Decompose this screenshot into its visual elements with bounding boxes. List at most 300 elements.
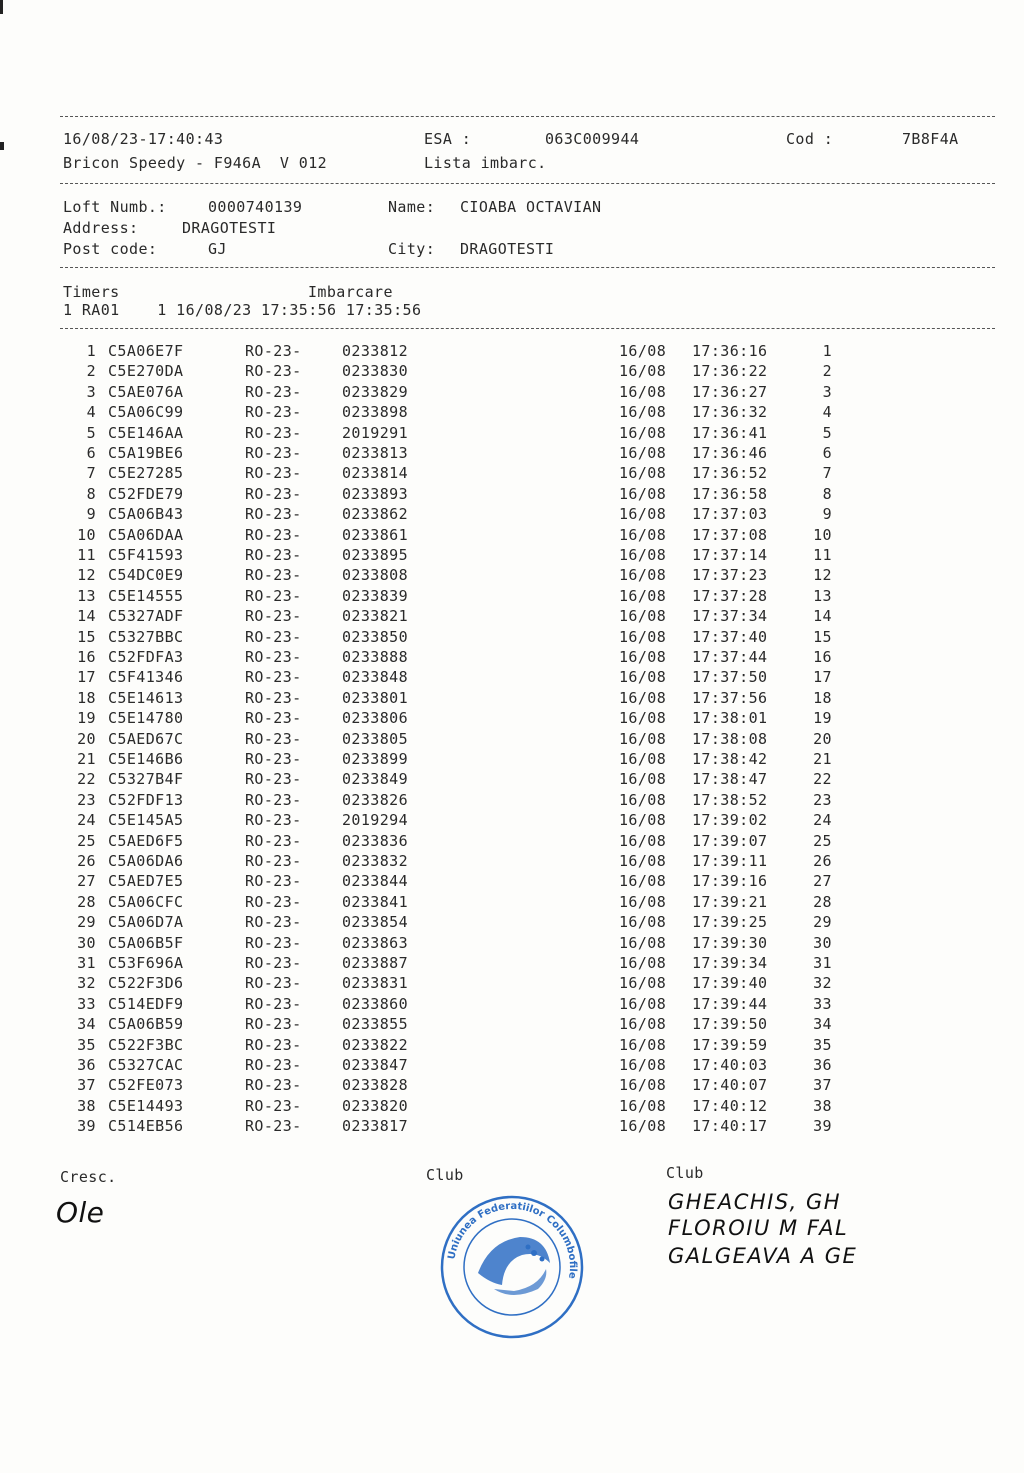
pigeon-row [0,403,1024,424]
ring-number: 0233831 [342,974,409,993]
arrival-order: 1 [822,342,832,360]
row-number: 20 [77,729,96,748]
arrival-time: 17:37:08 [692,525,768,544]
row-number: 12 [77,566,96,585]
chip-id: C5E146AA [108,423,184,442]
arrival-order: 7 [822,464,832,483]
pigeon-row [0,628,1024,649]
arrival-order: 19 [813,709,832,728]
ring-prefix: RO-23- [245,484,302,503]
chip-id: C5A19BE6 [108,444,184,462]
arrival-date: 16/08 [619,668,667,687]
arrival-date: 16/08 [619,709,667,728]
arrival-time: 17:38:42 [692,750,768,768]
list-title: Lista imbarc. [424,154,547,172]
row-number: 5 [86,423,96,442]
ring-number: 0233832 [342,852,409,870]
arrival-date: 16/08 [619,382,667,401]
pigeon-row [0,566,1024,587]
dashed-separator [60,183,995,184]
arrival-date: 16/08 [619,852,667,870]
arrival-time: 17:36:46 [692,444,768,462]
chip-id: C5E14493 [108,1096,184,1115]
ring-prefix: RO-23- [245,1117,302,1136]
pigeon-row [0,913,1024,934]
pigeon-row [0,893,1024,914]
arrival-order: 23 [813,790,832,809]
cod-value: 7B8F4A [902,130,959,148]
chip-id: C5E14613 [108,688,184,707]
arrival-time: 17:38:08 [692,729,768,748]
handwritten-line-2: FLOROIU M FAL [668,1216,849,1240]
row-number: 14 [77,607,96,626]
ring-prefix: RO-23- [245,852,302,870]
ring-number: 0233820 [342,1096,409,1115]
pigeon-row [0,444,1024,465]
chip-id: C52FE073 [108,1076,184,1095]
ring-prefix: RO-23- [245,729,302,748]
row-number: 6 [86,444,96,462]
pigeon-row [0,832,1024,853]
postcode-value: GJ [208,240,227,258]
chip-id: C5327CAC [108,1056,184,1074]
ring-prefix: RO-23- [245,382,302,401]
arrival-time: 17:39:50 [692,1015,768,1034]
ring-prefix: RO-23- [245,444,302,462]
arrival-date: 16/08 [619,831,667,850]
arrival-date: 16/08 [619,423,667,442]
ring-number: 0233855 [342,1015,409,1034]
pigeon-row [0,1076,1024,1097]
pigeon-row [0,1036,1024,1057]
arrival-time: 17:39:02 [692,811,768,830]
arrival-order: 14 [813,607,832,626]
arrival-order: 26 [813,852,832,870]
arrival-order: 4 [822,403,832,422]
arrival-time: 17:39:21 [692,892,768,911]
ring-prefix: RO-23- [245,974,302,993]
ring-number: 0233814 [342,464,409,483]
arrival-time: 17:37:34 [692,607,768,626]
pigeon-row [0,995,1024,1016]
chip-id: C5E146B6 [108,750,184,768]
arrival-time: 17:40:03 [692,1056,768,1074]
arrival-date: 16/08 [619,1096,667,1115]
arrival-time: 17:37:56 [692,688,768,707]
arrival-time: 17:40:17 [692,1117,768,1136]
ring-prefix: RO-23- [245,423,302,442]
ring-prefix: RO-23- [245,872,302,891]
arrival-order: 8 [822,484,832,503]
row-number: 19 [77,709,96,728]
ring-prefix: RO-23- [245,505,302,524]
arrival-date: 16/08 [619,627,667,646]
city-label: City: [388,240,436,258]
ring-prefix: RO-23- [245,586,302,605]
chip-id: C514EB56 [108,1117,184,1136]
pigeon-row [0,709,1024,730]
row-number: 11 [77,546,96,564]
name-value: CIOABA OCTAVIAN [460,198,602,216]
ring-prefix: RO-23- [245,790,302,809]
arrival-date: 16/08 [619,586,667,605]
chip-id: C5E14555 [108,586,184,605]
arrival-order: 24 [813,811,832,830]
arrival-date: 16/08 [619,994,667,1013]
arrival-date: 16/08 [619,729,667,748]
pigeon-row [0,954,1024,975]
ring-prefix: RO-23- [245,566,302,585]
ring-number: 0233806 [342,709,409,728]
ring-number: 0233893 [342,484,409,503]
arrival-time: 17:36:27 [692,382,768,401]
ring-number: 0233830 [342,362,409,381]
ring-prefix: RO-23- [245,811,302,830]
loft-value: 0000740139 [208,198,303,216]
esa-label: ESA : [424,130,472,148]
arrival-order: 28 [813,892,832,911]
arrival-time: 17:38:52 [692,790,768,809]
arrival-order: 20 [813,729,832,748]
city-value: DRAGOTESTI [460,240,555,258]
postcode-label: Post code: [63,240,158,258]
ring-number: 0233848 [342,668,409,687]
ring-prefix: RO-23- [245,954,302,972]
ring-prefix: RO-23- [245,770,302,789]
arrival-time: 17:37:28 [692,586,768,605]
ring-number: 0233862 [342,505,409,524]
pigeon-row [0,750,1024,771]
arrival-time: 17:39:07 [692,831,768,850]
arrival-date: 16/08 [619,1117,667,1136]
arrival-order: 18 [813,688,832,707]
chip-id: C5A06B59 [108,1015,184,1034]
arrival-date: 16/08 [619,974,667,993]
arrival-time: 17:39:44 [692,994,768,1013]
margin-mark [0,142,4,150]
arrival-order: 3 [822,382,832,401]
handwritten-line-1: GHEACHIS, GH [668,1190,842,1214]
cod-label: Cod : [786,130,834,148]
row-number: 30 [77,933,96,952]
timer-line: 1 RA01 1 16/08/23 17:35:56 17:35:56 [63,301,422,319]
row-number: 34 [77,1015,96,1034]
ring-number: 0233850 [342,627,409,646]
arrival-date: 16/08 [619,790,667,809]
row-number: 35 [77,1035,96,1054]
row-number: 16 [77,648,96,666]
arrival-time: 17:37:44 [692,648,768,666]
arrival-date: 16/08 [619,688,667,707]
ring-prefix: RO-23- [245,627,302,646]
ring-number: 0233847 [342,1056,409,1074]
handwritten-line-3: GALGEAVA A GE [668,1244,858,1268]
arrival-order: 12 [813,566,832,585]
ring-number: 0233861 [342,525,409,544]
pigeon-row [0,505,1024,526]
arrival-order: 17 [813,668,832,687]
pigeon-row [0,424,1024,445]
arrival-date: 16/08 [619,872,667,891]
esa-value: 063C009944 [545,130,640,148]
arrival-order: 21 [813,750,832,768]
ring-number: 0233899 [342,750,409,768]
row-number: 23 [77,790,96,809]
arrival-order: 6 [822,444,832,462]
dashed-separator [60,116,995,117]
arrival-date: 16/08 [619,811,667,830]
ring-number: 0233812 [342,342,409,360]
chip-id: C5A06DA6 [108,852,184,870]
row-number: 18 [77,688,96,707]
address-label: Address: [63,219,139,237]
pigeon-row [0,383,1024,404]
arrival-date: 16/08 [619,1076,667,1095]
arrival-time: 17:39:25 [692,913,768,932]
print-datetime: 16/08/23-17:40:43 [63,130,224,148]
row-number: 21 [77,750,96,768]
arrival-time: 17:38:01 [692,709,768,728]
device-info: Bricon Speedy - F946A V 012 [63,154,328,172]
imbarcare-label: Imbarcare [308,283,393,301]
ring-prefix: RO-23- [245,1035,302,1054]
arrival-time: 17:37:40 [692,627,768,646]
ring-number: 0233863 [342,933,409,952]
pigeon-row [0,1097,1024,1118]
arrival-date: 16/08 [619,566,667,585]
ring-number: 0233822 [342,1035,409,1054]
arrival-time: 17:37:50 [692,668,768,687]
arrival-date: 16/08 [619,362,667,381]
arrival-order: 37 [813,1076,832,1095]
pigeon-row [0,730,1024,751]
pigeon-row [0,546,1024,567]
ring-number: 0233813 [342,444,409,462]
pigeon-row [0,485,1024,506]
row-number: 26 [77,852,96,870]
arrival-time: 17:36:32 [692,403,768,422]
arrival-order: 25 [813,831,832,850]
arrival-order: 16 [813,648,832,666]
loft-label: Loft Numb.: [63,198,167,216]
row-number: 38 [77,1096,96,1115]
arrival-order: 32 [813,974,832,993]
chip-id: C54DC0E9 [108,566,184,585]
pigeon-row [0,362,1024,383]
cresc-signature: Ole [56,1196,105,1229]
ring-number: 0233828 [342,1076,409,1095]
row-number: 1 [86,342,96,360]
arrival-order: 36 [813,1056,832,1074]
chip-id: C5E14780 [108,709,184,728]
arrival-time: 17:39:34 [692,954,768,972]
pigeon-row [0,934,1024,955]
arrival-time: 17:39:30 [692,933,768,952]
arrival-order: 35 [813,1035,832,1054]
ring-number: 0233854 [342,913,409,932]
club-label: Club [666,1164,704,1182]
chip-id: C5A06CFC [108,892,184,911]
arrival-date: 16/08 [619,750,667,768]
row-number: 27 [77,872,96,891]
ring-number: 0233841 [342,892,409,911]
row-number: 13 [77,586,96,605]
ring-prefix: RO-23- [245,709,302,728]
arrival-time: 17:39:40 [692,974,768,993]
chip-id: C5327BBC [108,627,184,646]
address-value: DRAGOTESTI [182,219,277,237]
row-number: 2 [86,362,96,381]
ring-number: 2019291 [342,423,409,442]
arrival-order: 13 [813,586,832,605]
row-number: 36 [77,1056,96,1074]
chip-id: C53F696A [108,954,184,972]
ring-number: 0233829 [342,382,409,401]
chip-id: C5F41593 [108,546,184,564]
ring-prefix: RO-23- [245,1076,302,1095]
arrival-order: 9 [822,505,832,524]
row-number: 22 [77,770,96,789]
arrival-time: 17:37:03 [692,505,768,524]
chip-id: C5E145A5 [108,811,184,830]
row-number: 39 [77,1117,96,1136]
ring-number: 0233805 [342,729,409,748]
ring-prefix: RO-23- [245,892,302,911]
ring-prefix: RO-23- [245,933,302,952]
pigeon-row [0,1056,1024,1077]
row-number: 25 [77,831,96,850]
chip-id: C5A06D7A [108,913,184,932]
stamp-text: Uniunea Federatiilor Columbofile [446,1200,579,1280]
dashed-separator [60,328,995,329]
arrival-order: 22 [813,770,832,789]
row-number: 7 [86,464,96,483]
arrival-date: 16/08 [619,546,667,564]
pigeon-row [0,689,1024,710]
ring-number: 2019294 [342,811,409,830]
ring-prefix: RO-23- [245,525,302,544]
ring-prefix: RO-23- [245,342,302,360]
arrival-time: 17:39:59 [692,1035,768,1054]
arrival-time: 17:37:14 [692,546,768,564]
ring-number: 0233826 [342,790,409,809]
cresc-label: Cresc. [60,1168,117,1186]
row-number: 3 [86,382,96,401]
pigeon-row [0,974,1024,995]
pigeon-row [0,342,1024,363]
ring-prefix: RO-23- [245,1096,302,1115]
ring-prefix: RO-23- [245,546,302,564]
name-label: Name: [388,198,436,216]
row-number: 4 [86,403,96,422]
row-number: 10 [77,525,96,544]
arrival-time: 17:36:52 [692,464,768,483]
arrival-order: 5 [822,423,832,442]
arrival-date: 16/08 [619,484,667,503]
pigeon-row [0,770,1024,791]
arrival-order: 15 [813,627,832,646]
chip-id: C522F3D6 [108,974,184,993]
arrival-order: 34 [813,1015,832,1034]
ring-number: 0233888 [342,648,409,666]
pigeon-row [0,791,1024,812]
pigeon-row [0,1117,1024,1138]
chip-id: C5327ADF [108,607,184,626]
row-number: 15 [77,627,96,646]
row-number: 31 [77,954,96,972]
ring-prefix: RO-23- [245,1056,302,1074]
pigeon-row [0,648,1024,669]
ring-number: 0233844 [342,872,409,891]
arrival-date: 16/08 [619,933,667,952]
chip-id: C5AE076A [108,382,184,401]
row-number: 9 [86,505,96,524]
ring-number: 0233898 [342,403,409,422]
ring-prefix: RO-23- [245,607,302,626]
arrival-date: 16/08 [619,444,667,462]
ring-prefix: RO-23- [245,668,302,687]
ring-number: 0233860 [342,994,409,1013]
arrival-time: 17:39:11 [692,852,768,870]
arrival-date: 16/08 [619,913,667,932]
arrival-order: 29 [813,913,832,932]
pigeon-row [0,1015,1024,1036]
arrival-order: 10 [813,525,832,544]
arrival-time: 17:40:07 [692,1076,768,1095]
chip-id: C52FDF13 [108,790,184,809]
row-number: 24 [77,811,96,830]
row-number: 28 [77,892,96,911]
arrival-date: 16/08 [619,1056,667,1074]
ring-prefix: RO-23- [245,1015,302,1034]
ring-prefix: RO-23- [245,648,302,666]
chip-id: C5A06DAA [108,525,184,544]
pigeon-row [0,811,1024,832]
ring-prefix: RO-23- [245,464,302,483]
chip-id: C5A06B43 [108,505,184,524]
chip-id: C5A06B5F [108,933,184,952]
arrival-time: 17:40:12 [692,1096,768,1115]
arrival-date: 16/08 [619,342,667,360]
dashed-separator [60,267,995,268]
ring-prefix: RO-23- [245,994,302,1013]
arrival-date: 16/08 [619,464,667,483]
arrival-order: 33 [813,994,832,1013]
arrival-date: 16/08 [619,1015,667,1034]
chip-id: C522F3BC [108,1035,184,1054]
ring-prefix: RO-23- [245,403,302,422]
arrival-order: 39 [813,1117,832,1136]
chip-id: C5A06E7F [108,342,184,360]
ring-prefix: RO-23- [245,750,302,768]
row-number: 33 [77,994,96,1013]
arrival-date: 16/08 [619,770,667,789]
arrival-time: 17:39:16 [692,872,768,891]
chip-id: C52FDFA3 [108,648,184,666]
pigeon-row [0,607,1024,628]
ring-number: 0233801 [342,688,409,707]
ring-prefix: RO-23- [245,362,302,381]
arrival-order: 30 [813,933,832,952]
arrival-order: 27 [813,872,832,891]
pigeon-row [0,526,1024,547]
ring-prefix: RO-23- [245,831,302,850]
arrival-order: 31 [813,954,832,972]
ring-number: 0233817 [342,1117,409,1136]
chip-id: C5327B4F [108,770,184,789]
arrival-time: 17:36:41 [692,423,768,442]
arrival-order: 11 [813,546,832,564]
